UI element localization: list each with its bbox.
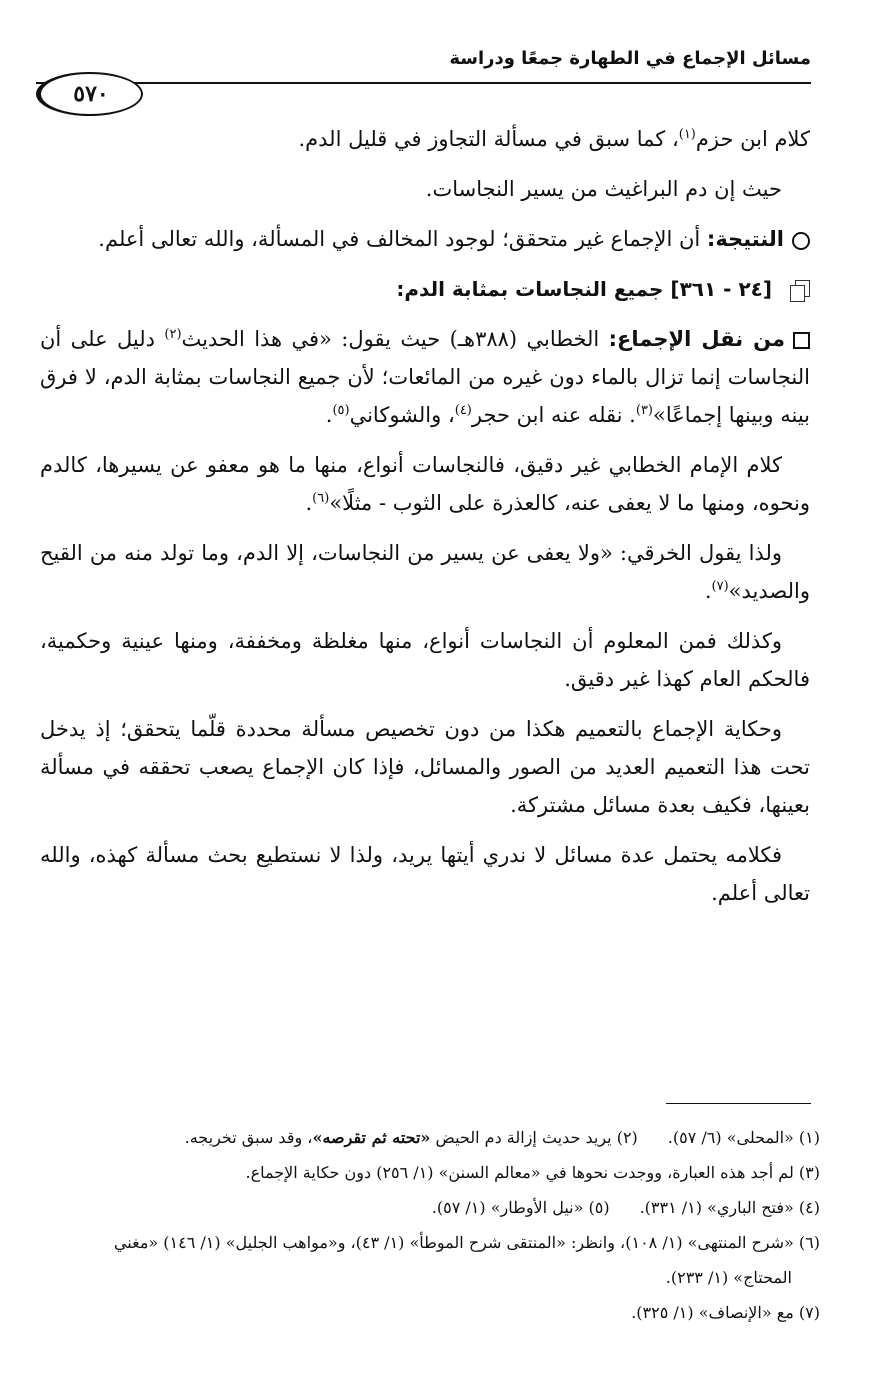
footnotes-rule (666, 1103, 811, 1104)
footnote-7: (٧) مع «الإنصاف» (١/ ٣٢٥). (631, 1303, 820, 1322)
text: ، وقد سبق تخريجه. (184, 1128, 313, 1147)
footnote-ref: (٥) (332, 403, 350, 418)
section-heading (40, 270, 810, 308)
header-rule (36, 82, 811, 84)
text: ولذا يقول الخرقي: «ولا يعفى عن يسير من النجاسات، إلا الدم، وما تولد منه من القيح والصديد» (40, 541, 810, 603)
text: كلام الإمام الخطابي غير دقيق، فالنجاسات أنواع، منها ما هو معفو عن يسيرها، كالدم ونحوه، ومنها ما لا يعفى عنه، كالعذرة على الثوب - مثلًا» (40, 453, 810, 515)
footnote-6: (٦) «شرح المنتهى» (١/ ١٠٨)، وانظر: «المنتقى شرح الموطأ» (١/ ٤٣)، و«مواهب الجليل» (١/ ١٤٦) «مغني (113, 1233, 820, 1252)
footnote-ref: (٢) (164, 327, 182, 342)
paragraph-transfer (40, 320, 810, 434)
result-label: النتيجة: (706, 227, 784, 251)
main-text (40, 120, 810, 924)
paragraph-khiraqi (40, 534, 810, 610)
text: ، كما سبق في مسألة التجاوز في قليل الدم. (298, 127, 679, 151)
footnote-6-cont: المحتاج» (١/ ٢٣٣). (665, 1268, 792, 1287)
text: كلام ابن حزم (695, 127, 810, 151)
text: دليل على أن النجاسات إنما تزال بالماء دون غيره من المائعات؛ لأن جميع النجاسات بمثابة الدم، لا فرق بينه وبينها إجماعًا» (40, 327, 810, 427)
footnotes (40, 1120, 820, 1330)
footnote-4: (٤) «فتح الباري» (١/ ٣٣١). (639, 1198, 820, 1217)
text: (٢) يريد حديث إزالة دم الحيض (430, 1128, 638, 1147)
text: ، والشوكاني (349, 403, 455, 427)
page-number: ٥٧٠ (36, 72, 143, 116)
paragraph-ibn-hazm (40, 120, 810, 158)
footnote-line-1-2 (40, 1120, 820, 1155)
paragraph-hikaya: وحكاية الإجماع بالتعميم هكذا من دون تخصيص مسألة محددة قلّما يتحقق؛ إذ يدخل تحت هذا التعميم العديد من الصور والمسائل، فإذا كان الإجماع يصعب تحققه في مسألة بعينها، فكيف بعدة مسائل مشتركة. (40, 717, 810, 817)
footnote-5: (٥) «نيل الأوطار» (١/ ٥٧). (431, 1198, 610, 1217)
paragraph-result (40, 220, 810, 258)
text: . نقله عنه ابن حجر (471, 403, 636, 427)
text: . (325, 403, 333, 427)
bold-quote: «تحته ثم تقرصه» (312, 1128, 431, 1147)
result-text: أن الإجماع غير متحقق؛ لوجود المخالف في المسألة، والله تعالى أعلم. (98, 227, 707, 251)
pages-icon (788, 280, 810, 302)
paragraph-fakalamuhu: فكلامه يحتمل عدة مسائل لا ندري أيتها يريد، ولذا لا نستطيع بحث مسألة كهذه، والله تعالى أعلم. (40, 843, 810, 905)
square-bullet-icon (793, 332, 810, 349)
footnote-line-4-5 (40, 1190, 820, 1225)
running-title: مسائل الإجماع في الطهارة جمعًا ودراسة (449, 48, 811, 69)
footnote-ref: (١) (678, 127, 696, 142)
footnote-ref: (٧) (711, 579, 729, 594)
text: الخطابي (٣٨٨هـ) حيث يقول: «في هذا الحديث (181, 327, 609, 351)
transfer-label: من نقل الإجماع: (608, 327, 786, 351)
circle-bullet-icon (792, 232, 810, 250)
paragraph-baraghith: حيث إن دم البراغيث من يسير النجاسات. (425, 177, 782, 201)
page-header (36, 38, 811, 107)
footnote-2 (185, 1128, 638, 1147)
footnote-ref: (٦) (312, 491, 330, 506)
heading-text: [٢٤ - ٣٦١] جميع النجاسات بمثابة الدم: (396, 277, 772, 301)
paragraph-kadhalik: وكذلك فمن المعلوم أن النجاسات أنواع، منها مغلظة ومخففة، ومنها عينية وحكمية، فالحكم العام كهذا غير دقيق. (40, 629, 810, 691)
footnote-1: (١) «المحلى» (٦/ ٥٧). (667, 1128, 820, 1147)
footnote-ref: (٤) (454, 403, 472, 418)
footnote-ref: (٣) (635, 403, 653, 418)
footnote-3: (٣) لم أجد هذه العبارة، ووجدت نحوها في «معالم السنن» (١/ ٢٥٦) دون حكاية الإجماع. (245, 1163, 820, 1182)
text: . (704, 579, 712, 603)
paragraph-khattabi (40, 446, 810, 522)
text: . (305, 491, 313, 515)
